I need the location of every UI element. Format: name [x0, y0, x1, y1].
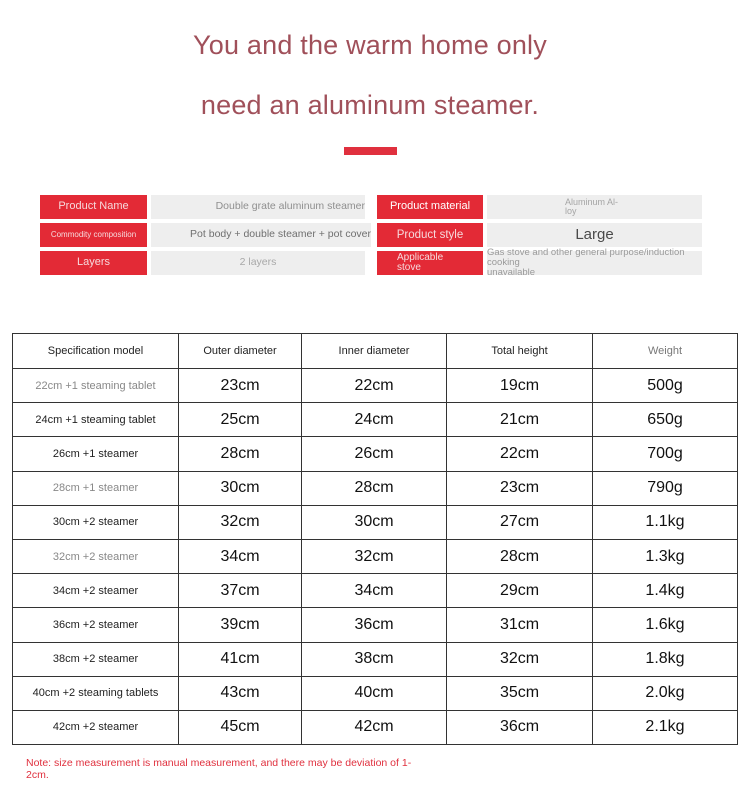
table-cell: 38cm [302, 642, 447, 676]
table-row [13, 403, 738, 437]
table-cell: 1.3kg [593, 539, 738, 573]
header-total-height: Total height [447, 334, 593, 369]
table-cell: 2.0kg [593, 676, 738, 710]
table-cell: 23cm [447, 471, 593, 505]
commodity-composition-label: Commodity composition [40, 223, 147, 247]
specification-model-cell: 40cm +2 steaming tablets [13, 676, 179, 710]
table-row [13, 505, 738, 539]
table-cell: 2.1kg [593, 710, 738, 744]
measurement-note: Note: size measurement is manual measurement, and there may be deviation of 1-2cm. [26, 757, 412, 781]
header-outer-diameter: Outer diameter [179, 334, 302, 369]
product-name-label: Product Name [40, 195, 147, 219]
table-cell: 700g [593, 437, 738, 471]
table-row [13, 574, 738, 608]
table-header-row [13, 334, 738, 369]
table-cell: 40cm [302, 676, 447, 710]
headline-line-1: You and the warm home only [193, 30, 547, 60]
specification-model-cell: 30cm +2 steamer [13, 505, 179, 539]
commodity-composition-value: Pot body + double steamer + pot cover [151, 223, 371, 247]
table-cell: 30cm [302, 505, 447, 539]
table-cell: 32cm [302, 539, 447, 573]
header-inner-diameter: Inner diameter [302, 334, 447, 369]
table-cell: 43cm [179, 676, 302, 710]
specification-model-cell: 24cm +1 steaming tablet [13, 403, 179, 437]
table-cell: 22cm [302, 369, 447, 403]
specification-model-cell: 28cm +1 steamer [13, 471, 179, 505]
table-cell: 28cm [302, 471, 447, 505]
table-cell: 45cm [179, 710, 302, 744]
specification-model-cell: 36cm +2 steamer [13, 608, 179, 642]
specification-model-cell: 22cm +1 steaming tablet [13, 369, 179, 403]
table-cell: 1.4kg [593, 574, 738, 608]
specification-model-cell: 26cm +1 steamer [13, 437, 179, 471]
table-cell: 19cm [447, 369, 593, 403]
table-cell: 23cm [179, 369, 302, 403]
header-weight: Weight [593, 334, 738, 369]
table-cell: 1.1kg [593, 505, 738, 539]
table-cell: 28cm [447, 539, 593, 573]
layers-label: Layers [40, 251, 147, 275]
table-cell: 500g [593, 369, 738, 403]
table-row [13, 437, 738, 471]
table-cell: 29cm [447, 574, 593, 608]
product-name-value: Double grate aluminum steamer [151, 195, 365, 219]
product-style-label: Product style [377, 223, 483, 247]
layers-value: 2 layers [151, 251, 365, 275]
specification-model-cell: 34cm +2 steamer [13, 574, 179, 608]
specification-model-cell: 38cm +2 steamer [13, 642, 179, 676]
table-row [13, 642, 738, 676]
table-cell: 24cm [302, 403, 447, 437]
table-cell: 22cm [447, 437, 593, 471]
table-cell: 36cm [302, 608, 447, 642]
specification-model-cell: 42cm +2 steamer [13, 710, 179, 744]
applicable-stove-label: Applicable stove [377, 251, 483, 275]
headline-line-2: need an aluminum steamer. [200, 90, 540, 120]
applicable-stove-value [487, 247, 702, 278]
table-cell: 1.6kg [593, 608, 738, 642]
table-cell: 30cm [179, 471, 302, 505]
accent-bar [344, 147, 397, 155]
table-body [13, 369, 738, 745]
table-row [13, 710, 738, 744]
table-cell: 1.8kg [593, 642, 738, 676]
table-row [13, 539, 738, 573]
table-cell: 35cm [447, 676, 593, 710]
table-cell: 41cm [179, 642, 302, 676]
table-row [13, 676, 738, 710]
header-specification-model: Specification model [13, 334, 179, 369]
product-style-value: Large [487, 223, 702, 247]
table-row [13, 608, 738, 642]
table-cell: 34cm [302, 574, 447, 608]
applicable-stove-text: Gas stove and other general purpose/induction cooking unavailable [487, 247, 685, 278]
table-cell: 28cm [179, 437, 302, 471]
table-cell: 26cm [302, 437, 447, 471]
table-cell: 21cm [447, 403, 593, 437]
table-cell: 42cm [302, 710, 447, 744]
table-cell: 31cm [447, 608, 593, 642]
table-cell: 34cm [179, 539, 302, 573]
table-row [13, 471, 738, 505]
table-cell: 25cm [179, 403, 302, 437]
table-cell: 32cm [447, 642, 593, 676]
table-cell: 37cm [179, 574, 302, 608]
table-cell: 650g [593, 403, 738, 437]
table-cell: 32cm [179, 505, 302, 539]
table-cell: 36cm [447, 710, 593, 744]
size-spec-table [12, 333, 738, 745]
table-cell: 27cm [447, 505, 593, 539]
table-row [13, 369, 738, 403]
product-material-value: Aluminum Al- loy [487, 195, 702, 219]
table-cell: 790g [593, 471, 738, 505]
table-cell: 39cm [179, 608, 302, 642]
specification-model-cell: 32cm +2 steamer [13, 539, 179, 573]
product-material-label: Product material [377, 195, 483, 219]
